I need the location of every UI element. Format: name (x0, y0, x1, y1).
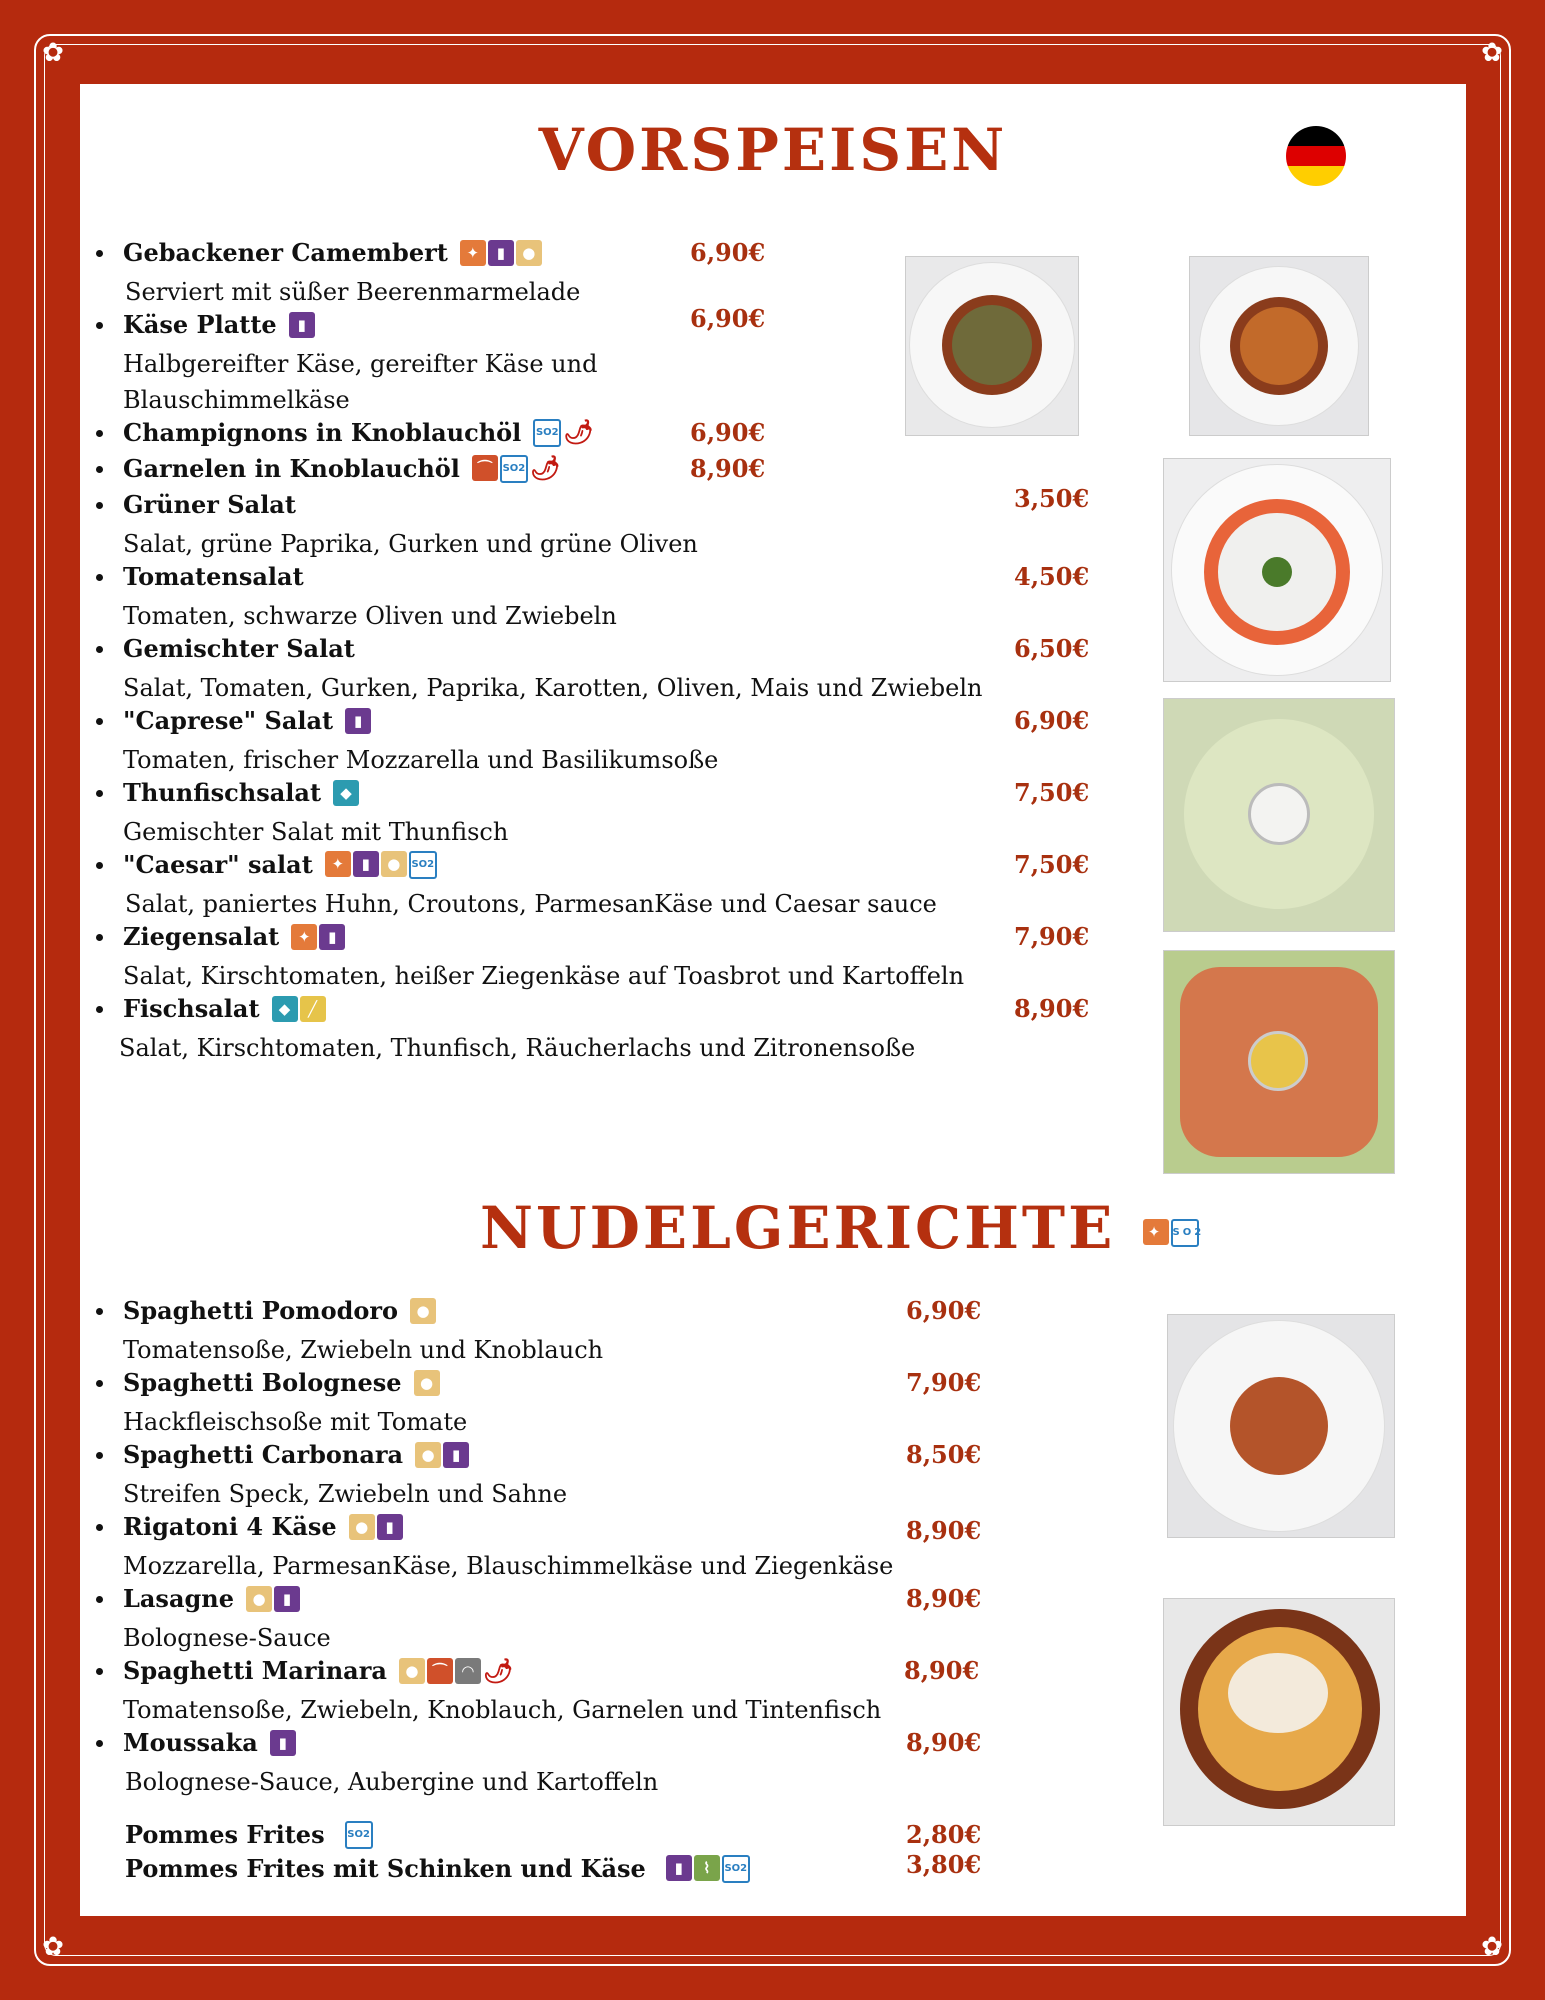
item-name: Fischsalat (123, 994, 260, 1023)
dish-photo-fish-salad (1163, 950, 1395, 1174)
section-title-starters: VORSPEISEN (538, 116, 1008, 184)
egg-icon: ● (516, 240, 542, 266)
so2-icon: SO2 (1171, 1219, 1199, 1247)
milk-icon: ▮ (443, 1442, 469, 1468)
menu-panel (80, 84, 1466, 1916)
item-price: 8,90€ (690, 454, 766, 483)
corner-ornament-icon: ✿ (1481, 38, 1503, 68)
item-description: Salat, Kirschtomaten, Thunfisch, Räucherlachs und Zitronensoße (119, 1034, 916, 1062)
item-description: Blauschimmelkäse (123, 386, 350, 414)
item-name: Rigatoni 4 Käse (123, 1512, 337, 1541)
dish-photo-caesar (1163, 698, 1395, 932)
item-name: Spaghetti Bolognese (123, 1368, 402, 1397)
item-price: 6,90€ (690, 304, 766, 333)
dish-photo-moussaka (1163, 1598, 1395, 1826)
celery-icon: ⌇ (694, 1855, 720, 1881)
item-description: Streifen Speck, Zwiebeln und Sahne (123, 1480, 568, 1508)
item-name: Champignons in Knoblauchöl (123, 418, 522, 447)
item-name: Thunfischsalat (123, 778, 322, 807)
item-name: Grüner Salat (123, 490, 296, 519)
item-price: 7,50€ (1014, 778, 1090, 807)
shrimp-icon: ⌒ (427, 1658, 453, 1684)
item-price: 3,50€ (1014, 484, 1090, 513)
milk-icon: ▮ (666, 1855, 692, 1881)
egg-icon: ● (415, 1442, 441, 1468)
item-price: 6,90€ (906, 1296, 982, 1325)
gluten-icon: ✦ (291, 924, 317, 950)
gluten-icon: ✦ (460, 240, 486, 266)
item-description: Tomatensoße, Zwiebeln und Knoblauch (123, 1336, 604, 1364)
item-description: Hackfleischsoße mit Tomate (123, 1408, 468, 1436)
item-name: Moussaka (123, 1728, 258, 1757)
milk-icon: ▮ (377, 1514, 403, 1540)
milk-icon: ▮ (488, 240, 514, 266)
milk-icon: ▮ (345, 708, 371, 734)
item-price: 7,50€ (1014, 850, 1090, 879)
dish-photo-mushrooms (905, 256, 1079, 436)
item-price: 3,80€ (906, 1850, 982, 1879)
mollusc-icon: ◠ (455, 1658, 481, 1684)
item-name: "Caprese" Salat (123, 706, 334, 735)
item-description: Serviert mit süßer Beerenmarmelade (125, 278, 581, 306)
item-price: 8,90€ (906, 1728, 982, 1757)
item-description: Bolognese-Sauce, Aubergine und Kartoffeln (125, 1768, 659, 1796)
item-description: Mozzarella, ParmesanKäse, Blauschimmelkäse und Ziegenkäse (123, 1552, 894, 1580)
item-price: 6,90€ (690, 418, 766, 447)
item-name: Tomatensalat (123, 562, 304, 591)
item-name: Lasagne (123, 1584, 234, 1613)
egg-icon: ● (399, 1658, 425, 1684)
shrimp-icon: ⌒ (472, 455, 498, 481)
so2-icon: SO2 (409, 851, 437, 879)
item-price: 6,50€ (1014, 634, 1090, 663)
dish-photo-shrimp (1189, 256, 1369, 436)
item-name: Pommes Frites mit Schinken und Käse (125, 1854, 646, 1883)
item-name: Ziegensalat (123, 922, 280, 951)
egg-icon: ● (414, 1370, 440, 1396)
item-price: 6,90€ (1014, 706, 1090, 735)
item-description: Bolognese-Sauce (123, 1624, 331, 1652)
fish-icon: ◆ (272, 996, 298, 1022)
corner-ornament-icon: ✿ (42, 1932, 64, 1962)
german-flag-icon[interactable] (1286, 126, 1346, 186)
item-price: 8,90€ (906, 1584, 982, 1613)
so2-icon: SO2 (722, 1855, 750, 1883)
item-price: 6,90€ (690, 238, 766, 267)
item-price: 2,80€ (906, 1820, 982, 1849)
item-name: Garnelen in Knoblauchöl (123, 454, 460, 483)
milk-icon: ▮ (274, 1586, 300, 1612)
so2-icon: SO2 (345, 1821, 373, 1849)
mustard-icon: ╱ (300, 996, 326, 1022)
item-price: 7,90€ (1014, 922, 1090, 951)
chili-icon: 🌶 (482, 1656, 514, 1685)
milk-icon: ▮ (289, 312, 315, 338)
gluten-icon: ✦ (325, 851, 351, 877)
item-description: Tomatensoße, Zwiebeln, Knoblauch, Garnelen und Tintenfisch (123, 1696, 882, 1724)
milk-icon: ▮ (270, 1730, 296, 1756)
egg-icon: ● (349, 1514, 375, 1540)
dish-photo-caprese (1163, 458, 1391, 682)
egg-icon: ● (410, 1298, 436, 1324)
item-description: Salat, paniertes Huhn, Croutons, ParmesanKäse und Caesar sauce (125, 890, 937, 918)
item-description: Tomaten, frischer Mozzarella und Basilikumsoße (123, 746, 719, 774)
corner-ornament-icon: ✿ (42, 38, 64, 68)
section-title-pasta: NUDELGERICHTE ✦ SO2 (480, 1194, 1205, 1262)
item-description: Gemischter Salat mit Thunfisch (123, 818, 509, 846)
item-name: Käse Platte (123, 310, 277, 339)
item-name: Gebackener Camembert (123, 238, 448, 267)
item-name: Gemischter Salat (123, 634, 355, 663)
item-name: Pommes Frites (125, 1820, 325, 1849)
item-name: "Caesar" salat (123, 850, 313, 879)
milk-icon: ▮ (319, 924, 345, 950)
item-name: Spaghetti Pomodoro (123, 1296, 399, 1325)
dish-photo-spaghetti (1167, 1314, 1395, 1538)
item-name: Spaghetti Marinara (123, 1656, 387, 1685)
item-description: Salat, Kirschtomaten, heißer Ziegenkäse auf Toasbrot und Kartoffeln (123, 962, 965, 990)
item-description: Salat, Tomaten, Gurken, Paprika, Karotten, Oliven, Mais und Zwiebeln (123, 674, 983, 702)
so2-icon: SO2 (500, 455, 528, 483)
milk-icon: ▮ (353, 851, 379, 877)
item-name: Spaghetti Carbonara (123, 1440, 404, 1469)
item-description: Salat, grüne Paprika, Gurken und grüne Oliven (123, 530, 698, 558)
item-price: 4,50€ (1014, 562, 1090, 591)
chili-icon: 🌶 (529, 453, 561, 482)
chili-icon: 🌶 (563, 417, 594, 446)
item-price: 8,50€ (906, 1440, 982, 1469)
item-description: Tomaten, schwarze Oliven und Zwiebeln (123, 602, 617, 630)
item-price: 8,90€ (1014, 994, 1090, 1023)
corner-ornament-icon: ✿ (1481, 1932, 1503, 1962)
egg-icon: ● (246, 1586, 272, 1612)
item-price: 8,90€ (906, 1516, 982, 1545)
item-price: 8,90€ (904, 1656, 980, 1685)
gluten-icon: ✦ (1143, 1219, 1169, 1245)
item-description: Halbgereifter Käse, gereifter Käse und (123, 350, 598, 378)
item-price: 7,90€ (906, 1368, 982, 1397)
so2-icon: SO2 (533, 419, 561, 447)
egg-icon: ● (381, 851, 407, 877)
fish-icon: ◆ (333, 780, 359, 806)
